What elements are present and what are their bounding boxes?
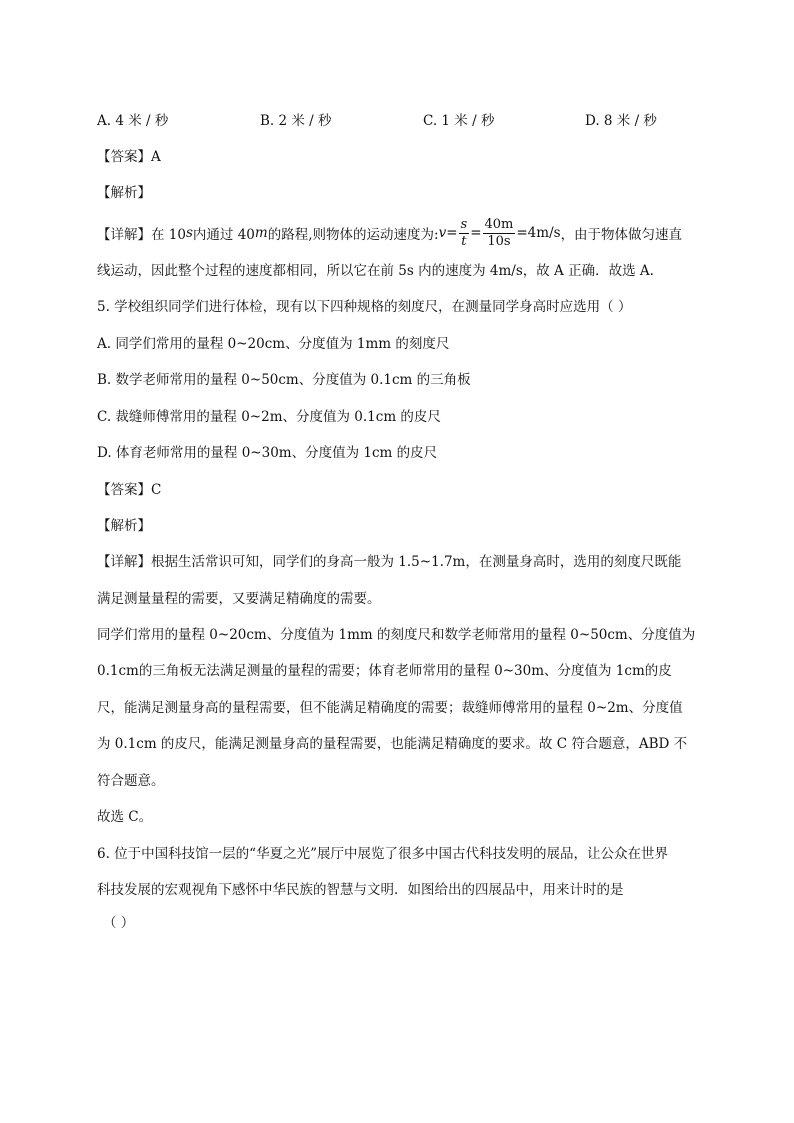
q5-analysis-label: 【解析】 xyxy=(97,518,151,534)
q5-detail-1: 【详解】根据生活常识可知，同学们的身高一般为 1.5~1.7m，在测量身高时，选用的刻度尺既能 xyxy=(97,554,682,570)
eq-variable-v: v xyxy=(438,225,447,241)
q4-option-b: B. 2 米 / 秒 xyxy=(260,113,332,129)
q4-option-a: A. 4 米 / 秒 xyxy=(97,113,169,129)
q4-detail-line2: 线运动，因此整个过程的速度都相同，所以它在前 5s 内的速度为 4m/s，故 A 正确．故选 A. xyxy=(97,263,654,279)
q6-stem-line3: （ ） xyxy=(103,915,135,931)
q5-detail-2: 满足测量量程的需要，又要满足精确度的需要。 xyxy=(97,591,381,607)
q4-detail-text: 【详解】在 10 xyxy=(97,227,186,243)
fraction-40m-over-10s: $\frac{40m}{10s}$ xyxy=(484,216,514,249)
q5-conclusion: 故选 C。 xyxy=(97,809,153,825)
q5-option-b: B. 数学老师常用的量程 0~50cm、分度值为 0.1cm 的三角板 xyxy=(97,372,471,388)
eq-result: =4m/s xyxy=(516,225,561,241)
q5-option-c: C. 裁缝师傅常用的量程 0~2m、分度值为 0.1cm 的皮尺 xyxy=(97,409,441,425)
q5-option-d: D. 体育老师常用的量程 0~30m、分度值为 1cm 的皮尺 xyxy=(97,445,438,461)
q5-detail-6: 为 0.1cm 的皮尺，能满足测量身高的量程需要，也能满足精确度的要求。故 C 符合题意，ABD 不 xyxy=(97,736,688,752)
q4-option-c: C. 1 米 / 秒 xyxy=(423,113,495,129)
q5-stem: 5. 学校组织同学们进行体检，现有以下四种规格的刻度尺，在测量同学身高时应选用（ ） xyxy=(97,299,632,315)
q5-detail-4: 0.1cm的三角板无法满足测量的量程的需要；体育老师常用的量程 0~30m、分度值为 1cm的皮 xyxy=(97,663,672,679)
q5-answer: 【答案】C xyxy=(97,482,162,498)
q4-analysis-label: 【解析】 xyxy=(97,185,151,201)
q4-answer: 【答案】A xyxy=(97,149,161,165)
q5-detail-3: 同学们常用的量程 0~20cm、分度值为 1mm 的刻度尺和数学老师常用的量程 0~50cm、分度值为 xyxy=(97,627,696,643)
q6-stem-line1: 6. 位于中国科技馆一层的“华夏之光”展厅中展览了很多中国古代科技发明的展品，让公众在世界 xyxy=(97,846,668,862)
fraction-s-over-t: $\frac{s}{t}$ xyxy=(460,216,468,249)
q6-stem-line2: 科技发展的宏观视角下感怀中华民族的智慧与文明．如图给出的四展品中，用来计时的是 xyxy=(97,882,624,898)
q5-detail-5: 尺，能满足测量身高的量程需要，但不能满足精确度的需要；裁缝师傅常用的量程 0~2m、分度值 xyxy=(97,700,683,716)
q5-detail-7: 符合题意。 xyxy=(97,773,165,789)
q4-detail-equation-line: 【详解】在 10 s 内通过 40 m 的路程,则物体的运动速度为: v = $\frac{s}{t}$ = $\frac{40m}{10s}$ =4m/s ，由于物体做匀速直 xyxy=(97,216,683,249)
q4-option-d: D. 8 米 / 秒 xyxy=(585,113,657,129)
q5-option-a: A. 同学们常用的量程 0~20cm、分度值为 1mm 的刻度尺 xyxy=(97,336,450,352)
